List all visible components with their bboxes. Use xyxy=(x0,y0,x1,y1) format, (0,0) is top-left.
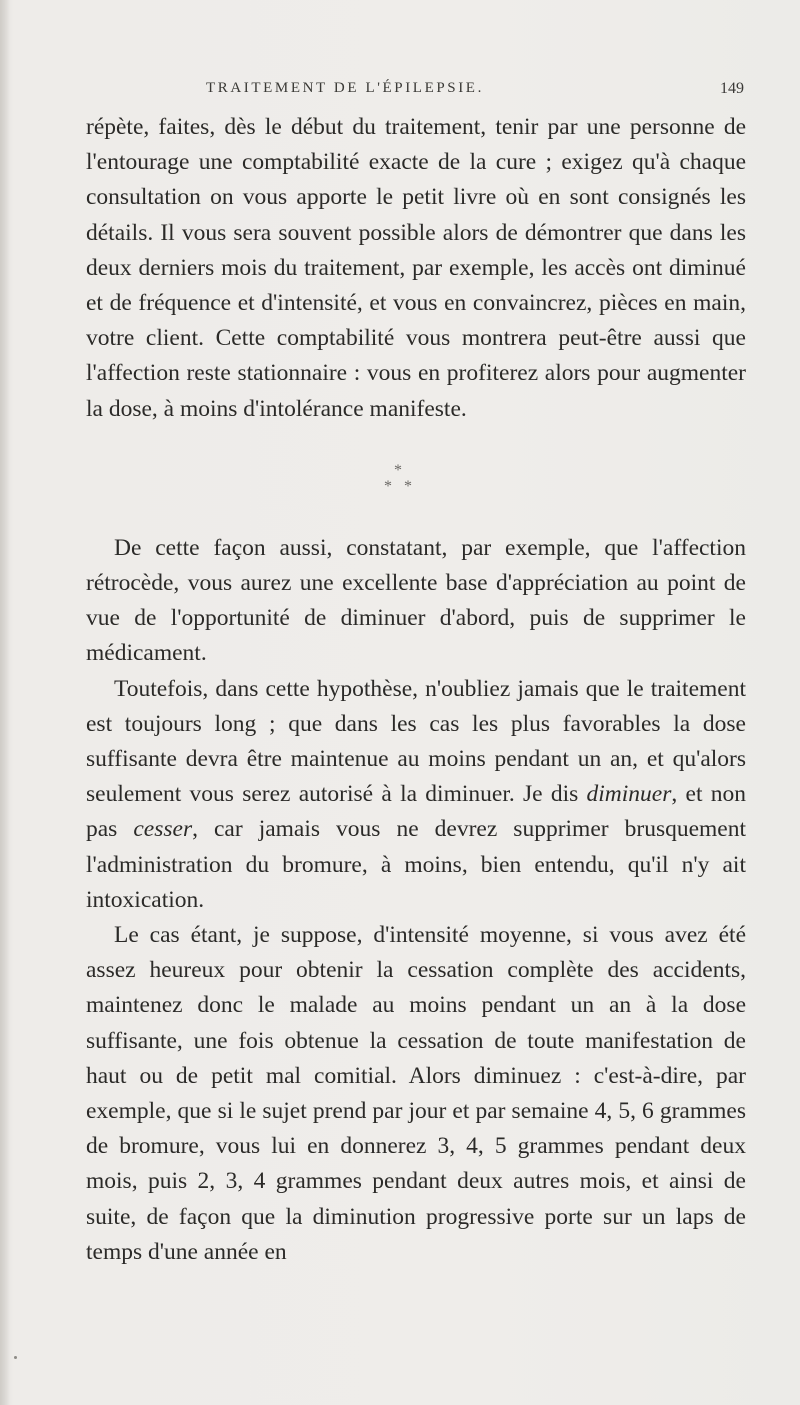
asterism-star: * xyxy=(404,477,412,495)
paragraph-continuation: répète, faites, dès le début du traitement, tenir par une personne de l'entourage une comptabilité exacte de la cure ; exigez qu'à chaque consultation on vous apporte le petit livre où en sont consignés les détails. Il vous sera souvent possible alors de démontrer que dans les deux derniers mois du traitement, par exemple, les accès ont diminué et de fréquence et d'intensité, et vous en convaincrez, pièces en main, votre client. Cette comptabilité vous montrera peut-être aussi que l'affection reste stationnaire : vous en profiterez alors pour augmenter la dose, à moins d'intolérance manifeste. xyxy=(86,114,746,422)
page-header xyxy=(0,80,800,104)
paragraph-text: , car jamais vous ne devrez supprimer brusquement l'administration du bromure, à moins, bien entendu, qu'il n'y ait intoxication. xyxy=(86,816,747,913)
body-text xyxy=(86,110,746,1270)
paper-speck xyxy=(14,1356,17,1359)
paragraph-text: Toutefois, dans cette hypothèse, n'oubliez jamais que le traitement est toujours long ; que dans les cas les plus favorables la dose suffisante devra être maintenue au moins pendant un an, et qu'alors seulement vous serez autorisé à la diminuer. Je dis xyxy=(86,675,746,808)
paragraph: De cette façon aussi, constatant, par exemple, que l'affection rétrocède, vous aurez une excellente base d'appréciation au point de vue de l'opportunité de diminuer d'abord, puis de supprimer le médicament. xyxy=(86,534,746,667)
paragraph xyxy=(86,672,746,918)
paragraph-text: , et non pas xyxy=(86,781,746,843)
asterism-star: * xyxy=(394,461,402,479)
running-head: TRAITEMENT DE L'ÉPILEPSIE. xyxy=(206,80,484,96)
emphasis-text: diminuer xyxy=(586,781,672,808)
asterism-separator xyxy=(86,445,746,523)
asterism-star: * xyxy=(384,477,392,495)
emphasis-text: cesser xyxy=(133,816,193,843)
page-number: 149 xyxy=(720,80,744,97)
spine-shadow xyxy=(0,0,10,1405)
paragraph: Le cas étant, je suppose, d'intensité moyenne, si vous avez été assez heureux pour obtenir la cessation complète des accidents, maintenez donc le malade au moins pendant un an à la dose suffisante, une fois obtenue la cessation de toute manifestation de haut ou de petit mal comitial. Alors diminuez : c'est-à-dire, par exemple, que si le sujet prend par jour et par semaine 4, 5, 6 grammes de bromure, vous lui en donnerez 3, 4, 5 grammes pendant deux mois, puis 2, 3, 4 grammes pendant deux autres mois, et ainsi de suite, de façon que la diminution progressive porte sur un laps de temps d'une année en xyxy=(86,922,746,1265)
